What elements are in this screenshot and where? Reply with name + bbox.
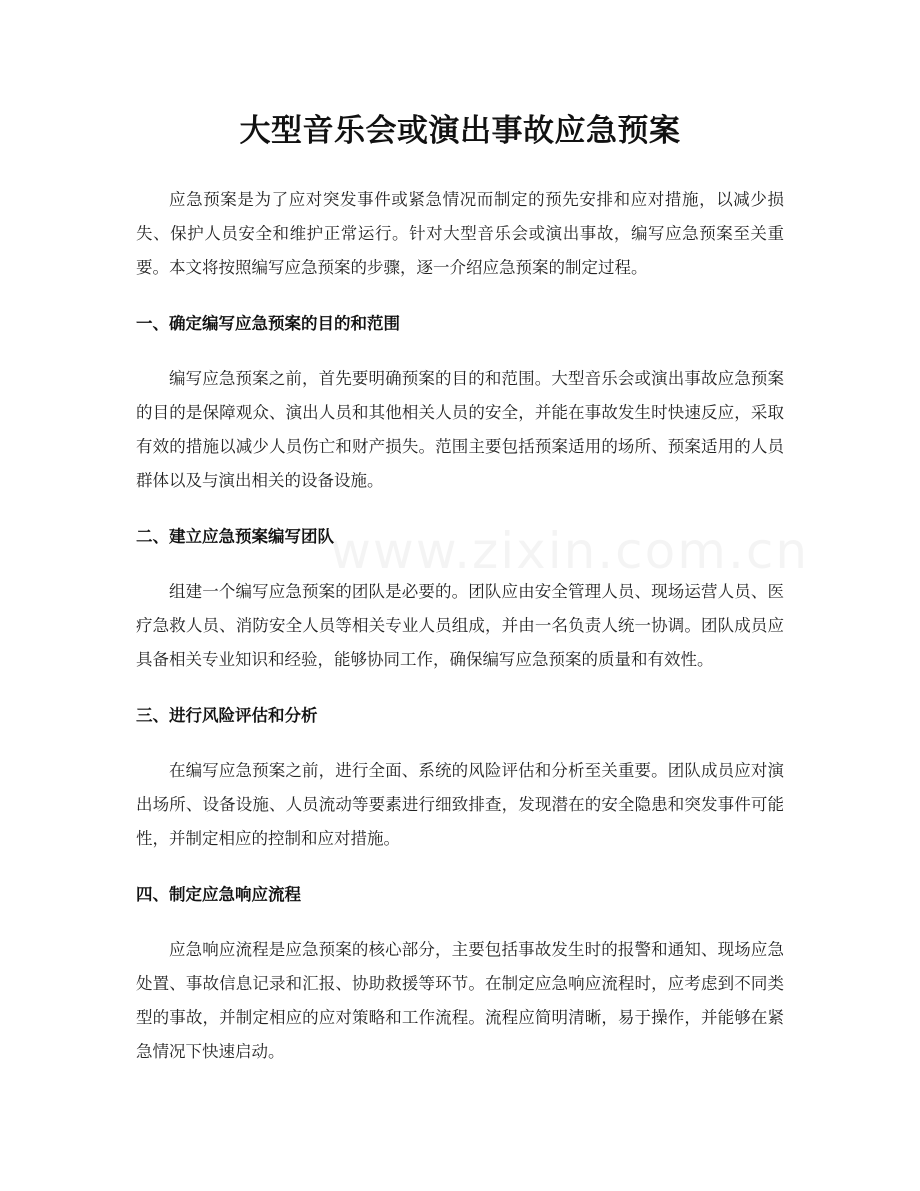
section-body-1: 编写应急预案之前，首先要明确预案的目的和范围。大型音乐会或演出事故应急预案的目的是保障观众、演出人员和其他相关人员的安全，并能在事故发生时快速反应，采取有效的措施以减少人员伤亡和财产损失。范围主要包括预案适用的场所、预案适用的人员群体以及与演出相关的设备设施。 xyxy=(136,369,784,490)
section-body-2: 组建一个编写应急预案的团队是必要的。团队应由安全管理人员、现场运营人员、医疗急救人员、消防安全人员等相关专业人员组成，并由一名负责人统一协调。团队成员应具备相关专业知识和经验，能够协同工作，确保编写应急预案的质量和有效性。 xyxy=(136,582,784,669)
section-heading-1: 一、确定编写应急预案的目的和范围 xyxy=(136,314,400,333)
section-body-4: 应急响应流程是应急预案的核心部分，主要包括事故发生时的报警和通知、现场应急处置、事故信息记录和汇报、协助救援等环节。在制定应急响应流程时，应考虑到不同类型的事故，并制定相应的应对策略和工作流程。流程应简明清晰，易于操作，并能够在紧急情况下快速启动。 xyxy=(136,940,784,1061)
section-heading-4: 四、制定应急响应流程 xyxy=(136,885,301,904)
document-title: 大型音乐会或演出事故应急预案 xyxy=(239,113,681,149)
section-heading-3: 三、进行风险评估和分析 xyxy=(136,706,318,725)
section-body-3: 在编写应急预案之前，进行全面、系统的风险评估和分析至关重要。团队成员应对演出场所、设备设施、人员流动等要素进行细致排查，发现潜在的安全隐患和突发事件可能性，并制定相应的控制和应对措施。 xyxy=(136,761,784,848)
document-body xyxy=(136,183,784,1069)
section-heading-2: 二、建立应急预案编写团队 xyxy=(136,527,334,546)
intro-paragraph: 应急预案是为了应对突发事件或紧急情况而制定的预先安排和应对措施，以减少损失、保护人员安全和维护正常运行。针对大型音乐会或演出事故，编写应急预案至关重要。本文将按照编写应急预案的步骤，逐一介绍应急预案的制定过程。 xyxy=(136,190,784,277)
